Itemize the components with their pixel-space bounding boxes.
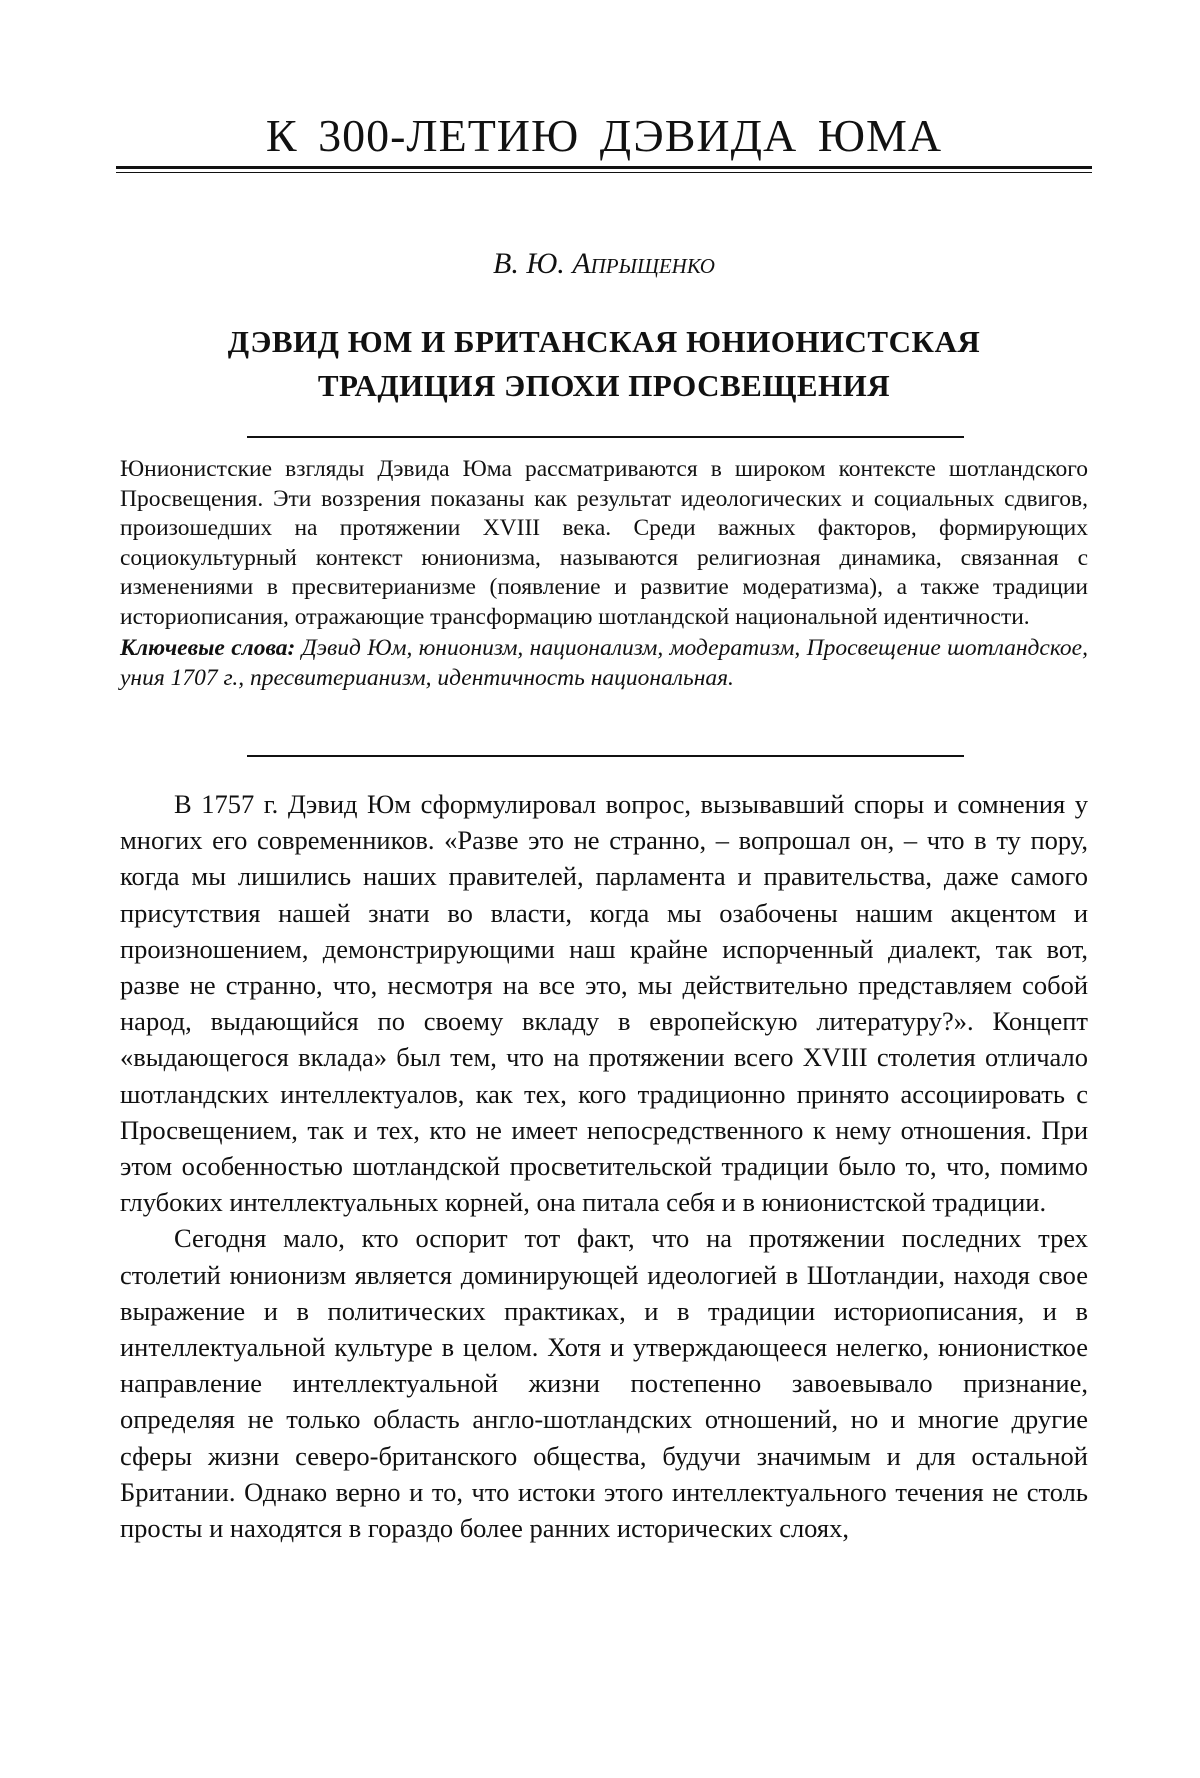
author-line — [116, 244, 1092, 284]
abstract-block — [120, 455, 1088, 693]
article-title-line-2: ТРАДИЦИЯ ЭПОХИ ПРОСВЕЩЕНИЯ — [317, 368, 891, 403]
abstract-top-rule — [247, 436, 964, 438]
article-body — [120, 786, 1088, 1546]
body-paragraph-1: В 1757 г. Дэвид Юм сформулировал вопрос, вызывавший споры и сомнения у многих его современников. «Разве это не странно, – вопрошал он, – что в ту пору, когда мы лишились наших правителей, парламента и правительства, даже самого присутствия нашей знати во власти, когда мы озабочены нашим акцентом и произношением, демонстрирующими наш крайне испорченный диалект, так вот, разве не странно, что, несмотря на все это, мы действительно представляем собой народ, выдающийся по своему вкладу в европейскую литературу?». Концепт «выдающегося вклада» был тем, что на протяжении всего XVIII столетия отличало шотландских интеллектуалов, как тех, кого традиционно принято ассоциировать с Просвещением, так и тех, кто не имеет непосредственного к нему отношения. При этом особенностью шотландской просветительской традиции было то, что, помимо глубоких интеллектуальных корней, она питала себя и в юнионистской традиции. — [120, 789, 1088, 1218]
article-title — [116, 320, 1092, 408]
header-rule-thin — [116, 172, 1092, 173]
article-title-line-1: ДЭВИД ЮМ И БРИТАНСКАЯ ЮНИОНИСТСКАЯ — [227, 324, 981, 359]
abstract-text: Юнионистские взгляды Дэвида Юма рассматриваются в широком контексте шотландского Просвещения. Эти воззрения показаны как результат идеологических и социальных сдвигов, произошедших на протяжении XVIII века. Среди важных факторов, формирующих социокультурный контекст юнионизма, называются религиозная динамика, связанная с изменениями в пресвитерианизме (появление и развитие модератизма), а также традиции историописания, отражающие трансформацию шотландской национальной идентичности. — [120, 456, 1088, 630]
abstract-bottom-rule — [247, 755, 964, 757]
keywords-line — [120, 634, 1088, 693]
header-rule-thick — [116, 166, 1092, 169]
author-surname: Апрыщенко — [572, 247, 715, 280]
author-initials: В. Ю. — [493, 247, 565, 280]
keywords-label: Ключевые слова: — [120, 635, 296, 661]
section-header: К 300-ЛЕТИЮ ДЭВИДА ЮМА — [265, 110, 943, 161]
keywords-list: Дэвид Юм, юнионизм, национализм, модератизм, Просвещение шотландское, уния 1707 г., пресвитерианизм, идентичность национальная. — [120, 635, 1088, 691]
body-paragraph-2: Сегодня мало, кто оспорит тот факт, что на протяжении последних трех столетий юнионизм является доминирующей идеологией в Шотландии, находя свое выражение и в политических практиках, и в традиции историописания, и в интеллектуальной культуре в целом. Хотя и утверждающееся нелегко, юнионисткое направление интеллектуальной жизни постепенно завоевывало признание, определяя не только область англо-шотландских отношений, но и многие другие сферы жизни северо-британского общества, будучи значимым и для остальной Британии. Однако верно и то, что истоки этого интеллектуального течения не столь просты и находятся в гораздо более ранних исторических слоях, — [120, 1223, 1088, 1544]
